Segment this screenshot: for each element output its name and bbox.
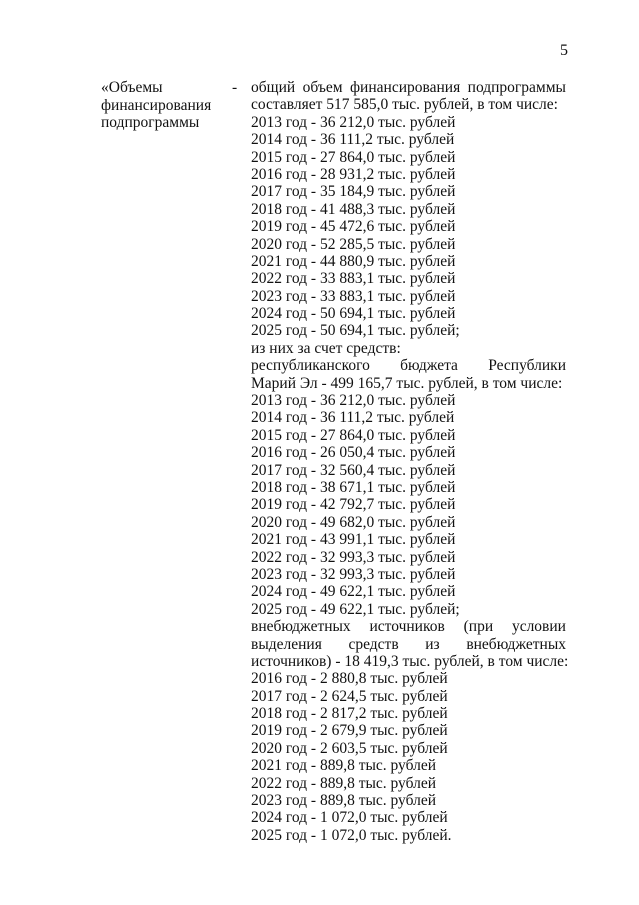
- financing-content: [251, 79, 569, 844]
- extrabudget-total-line: источников) - 18 419,3 тыс. рублей, в том числе:: [251, 652, 569, 670]
- year-amount-line: 2024 год - 1 072,0 тыс. рублей: [251, 809, 448, 827]
- year-amount-line: 2019 год - 42 792,7 тыс. рублей: [251, 496, 456, 514]
- extrabudget-word: источников: [369, 618, 445, 636]
- year-amount-line: 2018 год - 2 817,2 тыс. рублей: [251, 705, 448, 723]
- section-label-line: «Объемы: [101, 79, 163, 96]
- republic-word: республиканского: [251, 357, 370, 375]
- year-amount-line: 2013 год - 36 212,0 тыс. рублей: [251, 113, 456, 131]
- year-amount-line: 2024 год - 49 622,1 тыс. рублей: [251, 583, 456, 601]
- extrabudget-word: (при: [463, 618, 494, 636]
- republic-word: Республики: [488, 357, 566, 375]
- extrabudget-word: условии: [511, 618, 566, 636]
- intro-line: [251, 79, 566, 96]
- year-amount-line: 2017 год - 35 184,9 тыс. рублей: [251, 183, 456, 201]
- year-amount-line: 2022 год - 32 993,3 тыс. рублей: [251, 548, 456, 566]
- year-amount-line: 2019 год - 2 679,9 тыс. рублей: [251, 722, 448, 740]
- extrabudget-line: [251, 618, 566, 635]
- separator-dash: -: [232, 79, 238, 96]
- republic-word: бюджета: [400, 357, 458, 375]
- intro-word: объем: [302, 79, 343, 96]
- year-amount-line: 2020 год - 2 603,5 тыс. рублей: [251, 739, 448, 757]
- page-number: 5: [560, 42, 568, 59]
- year-amount-line: 2025 год - 49 622,1 тыс. рублей;: [251, 600, 460, 618]
- year-amount-line: 2020 год - 52 285,5 тыс. рублей: [251, 235, 456, 253]
- section-label: [101, 79, 231, 132]
- sources-intro: из них за счет средств:: [251, 339, 401, 357]
- year-amount-line: 2023 год - 33 883,1 тыс. рублей: [251, 287, 456, 305]
- section-label-line: подпрограммы: [101, 114, 200, 132]
- year-amount-line: 2016 год - 26 050,4 тыс. рублей: [251, 444, 456, 462]
- intro-word: общий: [251, 79, 296, 96]
- year-amount-line: 2018 год - 41 488,3 тыс. рублей: [251, 200, 456, 218]
- extrabudget-by-year-list: [251, 670, 566, 844]
- extrabudget-word: выделения: [251, 635, 322, 653]
- year-amount-line: 2021 год - 43 991,1 тыс. рублей: [251, 531, 456, 549]
- extrabudget-word: внебюджетных: [251, 618, 351, 636]
- section-label-line: финансирования: [101, 96, 212, 114]
- year-amount-line: 2016 год - 2 880,8 тыс. рублей: [251, 670, 448, 688]
- year-amount-line: 2019 год - 45 472,6 тыс. рублей: [251, 218, 456, 236]
- year-amount-line: 2016 год - 28 931,2 тыс. рублей: [251, 165, 456, 183]
- year-amount-line: 2025 год - 50 694,1 тыс. рублей;: [251, 322, 460, 340]
- intro-total-line: составляет 517 585,0 тыс. рублей, в том числе:: [251, 96, 558, 114]
- year-amount-line: 2023 год - 889,8 тыс. рублей: [251, 792, 437, 810]
- year-amount-line: 2015 год - 27 864,0 тыс. рублей: [251, 426, 456, 444]
- year-amount-line: 2021 год - 44 880,9 тыс. рублей: [251, 252, 456, 270]
- extrabudget-word: внебюджетных: [466, 635, 566, 653]
- extrabudget-line: [251, 636, 566, 653]
- year-amount-line: 2021 год - 889,8 тыс. рублей: [251, 757, 437, 775]
- year-amount-line: 2022 год - 33 883,1 тыс. рублей: [251, 270, 456, 288]
- year-amount-line: 2017 год - 2 624,5 тыс. рублей: [251, 687, 448, 705]
- intro-word: подпрограммы: [467, 79, 566, 96]
- year-amount-line: 2023 год - 32 993,3 тыс. рублей: [251, 565, 456, 583]
- total-by-year-list: [251, 114, 566, 340]
- extrabudget-word: из: [425, 635, 440, 653]
- year-amount-line: 2014 год - 36 111,2 тыс. рублей: [251, 131, 455, 149]
- republic-total-line: Марий Эл - 499 165,7 тыс. рублей, в том числе:: [251, 374, 563, 392]
- year-amount-line: 2015 год - 27 864,0 тыс. рублей: [251, 148, 456, 166]
- year-amount-line: 2017 год - 32 560,4 тыс. рублей: [251, 461, 456, 479]
- year-amount-line: 2014 год - 36 111,2 тыс. рублей: [251, 409, 455, 427]
- intro-word: финансирования: [350, 79, 461, 96]
- year-amount-line: 2022 год - 889,8 тыс. рублей: [251, 774, 437, 792]
- republic-by-year-list: [251, 392, 566, 618]
- year-amount-line: 2024 год - 50 694,1 тыс. рублей: [251, 305, 456, 323]
- extrabudget-word: средств: [348, 635, 399, 653]
- year-amount-line: 2020 год - 49 682,0 тыс. рублей: [251, 513, 456, 531]
- year-amount-line: 2018 год - 38 671,1 тыс. рублей: [251, 478, 456, 496]
- republic-budget-line: [251, 357, 566, 374]
- year-amount-line: 2013 год - 36 212,0 тыс. рублей: [251, 392, 456, 410]
- year-amount-line: 2025 год - 1 072,0 тыс. рублей.: [251, 826, 452, 844]
